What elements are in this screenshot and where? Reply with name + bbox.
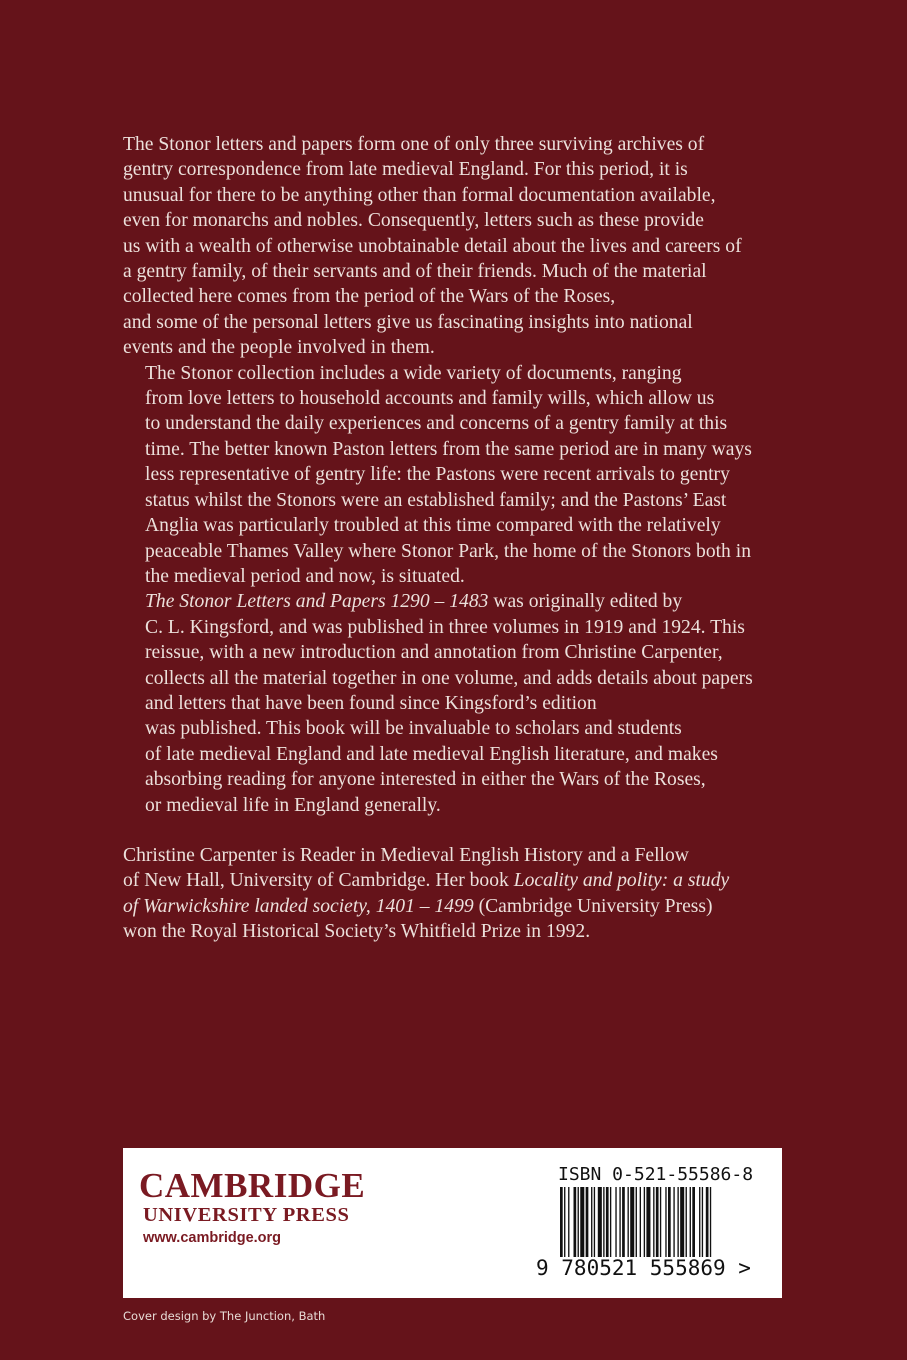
author-book-title: of Warwickshire landed society, 1401 – 1499 [123,895,474,917]
book-title: The Stonor Letters and Papers 1290 – 1483 [145,591,489,613]
blurb-line: the medieval period and now, is situated. [145,565,465,587]
blurb-line: us with a wealth of otherwise unobtainable detail about the lives and careers of [123,235,742,257]
blurb-line: or medieval life in England generally. [145,794,441,816]
blurb-line: The Stonor letters and papers form one of only three surviving archives of [123,134,705,155]
author-line [123,894,795,919]
back-cover-blurb [123,132,795,945]
author-text: (Cambridge University Press) [473,895,713,917]
publisher-name: CAMBRIDGE [139,1166,366,1205]
blurb-line: reissue, with a new introduction and annotation from Christine Carpenter, [145,642,723,664]
author-line: Christine Carpenter is Reader in Medieval English History and a Fellow [123,844,689,866]
blurb-line: and some of the personal letters give us fascinating insights into national [123,311,693,333]
blurb-paragraph-3 [123,589,795,818]
blurb-line: and letters that have been found since Kingsford’s edition [145,692,597,714]
author-line: won the Royal Historical Society’s Whitfield Prize in 1992. [123,921,591,943]
blurb-line: gentry correspondence from late medieval England. For this period, it is [123,159,688,181]
barcode-digits: 9 780521 555869 > [536,1256,751,1280]
blurb-line [123,589,795,614]
blurb-line: collected here comes from the period of the Wars of the Roses, [123,286,616,308]
blurb-paragraph-1 [123,132,795,361]
author-book-title: Locality and polity: a study [513,870,730,892]
blurb-line: Anglia was particularly troubled at this time compared with the relatively [145,515,721,537]
blurb-line: events and the people involved in them. [123,337,435,359]
blurb-line: absorbing reading for anyone interested in either the Wars of the Roses, [145,769,706,791]
cover-design-credit: Cover design by The Junction, Bath [123,1309,326,1323]
blurb-line: C. L. Kingsford, and was published in three volumes in 1919 and 1924. This [145,616,745,638]
blurb-text: was originally edited by [488,591,683,613]
blurb-line: peaceable Thames Valley where Stonor Park, the home of the Stonors both in [145,540,751,562]
publisher-url: www.cambridge.org [143,1230,282,1246]
author-bio [123,843,795,945]
blurb-line: status whilst the Stonors were an established family; and the Pastons’ East [145,489,727,511]
blurb-line: The Stonor collection includes a wide variety of documents, ranging [145,362,682,384]
author-line [123,868,795,893]
blurb-line: unusual for there to be anything other than formal documentation available, [123,184,716,206]
barcode-image [560,1187,764,1257]
blurb-line: of late medieval England and late medieval English literature, and makes [145,743,718,765]
blurb-line: to understand the daily experiences and concerns of a gentry family at this [145,413,728,435]
blurb-line: from love letters to household accounts and family wills, which allow us [145,388,715,410]
blurb-line: a gentry family, of their servants and of their friends. Much of the material [123,261,707,283]
publisher-subname: UNIVERSITY PRESS [143,1204,350,1226]
author-text: of New Hall, University of Cambridge. Her book [123,870,514,892]
blurb-line: collects all the material together in one volume, and adds details about papers [145,667,753,689]
isbn-label: ISBN 0-521-55586-8 [558,1164,754,1185]
blurb-line: was published. This book will be invaluable to scholars and students [145,718,682,740]
blurb-paragraph-2 [123,361,795,590]
blurb-line: even for monarchs and nobles. Consequently, letters such as these provide [123,210,704,232]
blurb-line: less representative of gentry life: the Pastons were recent arrivals to gentry [145,464,730,486]
publisher-barcode-panel [123,1148,782,1298]
blurb-line: time. The better known Paston letters from the same period are in many ways [145,438,752,460]
